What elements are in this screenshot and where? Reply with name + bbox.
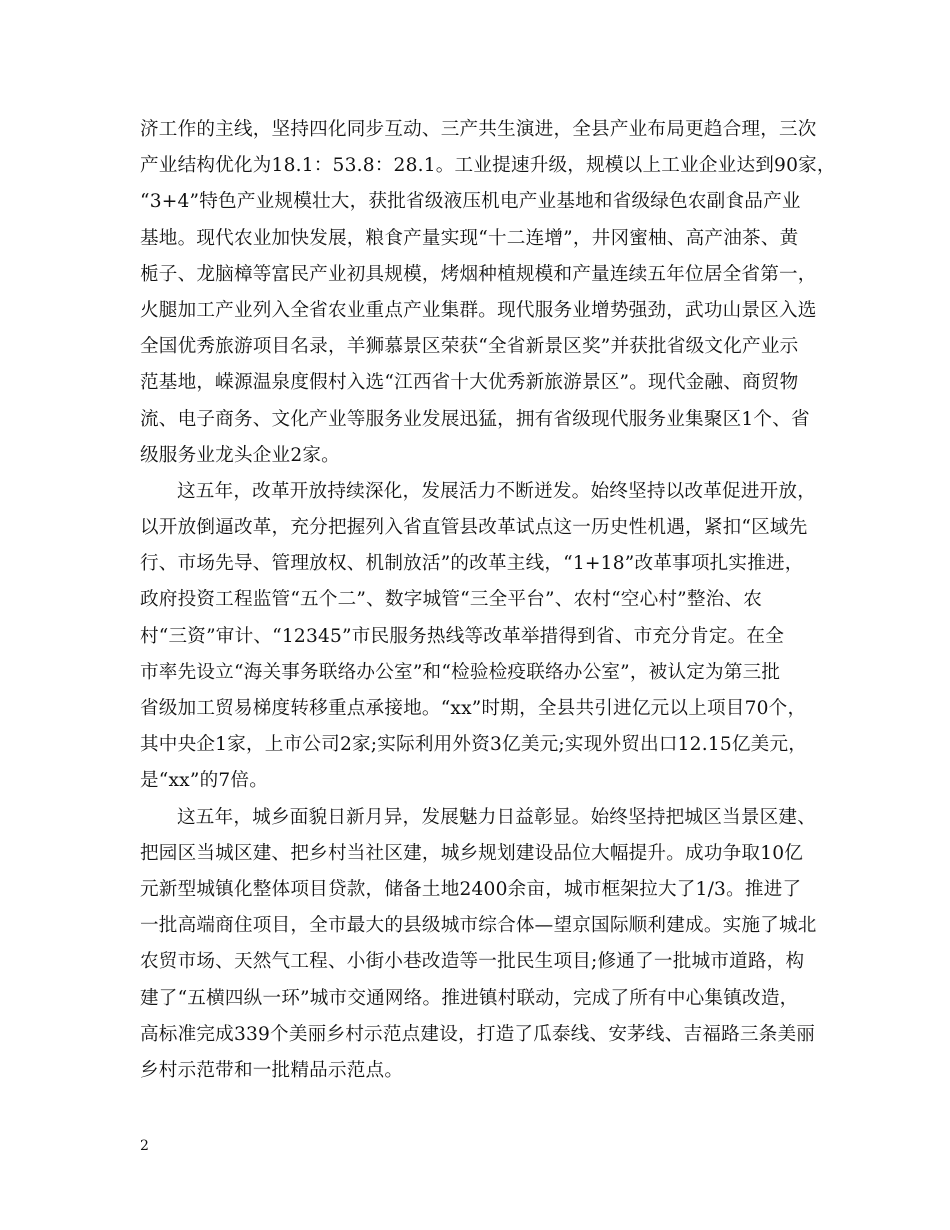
text-line: 高标准完成339个美丽乡村示范点建设，打造了瓜泰线、安茅线、吉福路三条美丽 xyxy=(140,1023,816,1045)
paragraph-first-line: 这五年，城乡面貌日新月异，发展魅力日益彰显。始终坚持把城区当景区建、 xyxy=(177,806,816,828)
text-line: 济工作的主线，坚持四化同步互动、三产共生演进，全县产业布局更趋合理，三次 xyxy=(140,119,817,140)
text-line: 政府投资工程监管“五个二”、数字城管“三全平台”、农村“空心村”整治、农 xyxy=(140,589,763,611)
text-line: 村“三资”审计、“12345”市民服务热线等改革举措得到省、市充分肯定。在全 xyxy=(140,625,784,647)
text-line: 流、电子商务、文化产业等服务业发展迅猛，拥有省级现代服务业集聚区1个、省 xyxy=(140,408,810,430)
text-line: 市率先设立“海关事务联络办公室”和“检验检疫联络办公室”，被认定为第三批 xyxy=(140,661,781,683)
body-text xyxy=(140,112,836,1089)
text-line: 省级加工贸易梯度转移重点承接地。“xx”时期，全县共引进亿元以上项目70个， xyxy=(140,698,807,719)
text-line: “3+4”特色产业规模壮大，获批省级液压机电产业基地和省级绿色农副食品产业 xyxy=(140,191,801,213)
text-line: 一批高端商住项目，全市最大的县级城市综合体—望京国际顺利建成。实施了城北 xyxy=(140,915,817,937)
text-line: 火腿加工产业列入全省农业重点产业集群。现代服务业增势强劲，武功山景区入选 xyxy=(140,299,817,321)
text-line: 把园区当城区建、把乡村当社区建，城乡规划建设品位大幅提升。成功争取10亿 xyxy=(140,842,804,864)
text-line: 级服务业龙头企业2家。 xyxy=(140,444,340,466)
text-line: 其中央企1家，上市公司2家;实际利用外资3亿美元;实现外贸出口12.15亿美元， xyxy=(140,734,808,756)
text-line: 产业结构优化为18.1：53.8：28.1。工业提速升级，规模以上工业企业达到90家， xyxy=(140,155,836,177)
text-line: 元新型城镇化整体项目贷款，储备土地2400余亩，城市框架拉大了1/3。推进了 xyxy=(140,878,802,900)
text-line: 栀子、龙脑樟等富民产业初具规模，烤烟种植规模和产量连续五年位居全省第一， xyxy=(140,263,817,285)
text-line: 是“xx”的7倍。 xyxy=(140,770,268,792)
text-line: 以开放倒逼改革，充分把握列入省直管县改革试点这一历史性机遇，紧扣“区域先 xyxy=(140,517,808,539)
paragraph-first-line: 这五年，改革开放持续深化，发展活力不断迸发。始终坚持以改革促进开放， xyxy=(177,480,816,502)
text-line: 乡村示范带和一批精品示范点。 xyxy=(140,1059,404,1081)
text-line: 行、市场先导、管理放权、机制放活”的改革主线，“1+18”改革事项扎实推进， xyxy=(140,553,804,575)
text-line: 建了“五横四纵一环”城市交通网络。推进镇村联动，完成了所有中心集镇改造， xyxy=(140,987,799,1009)
text-line: 农贸市场、天然气工程、小街小巷改造等一批民生项目;修通了一批城市道路，构 xyxy=(140,951,805,973)
page-number: 2 xyxy=(140,1138,149,1154)
text-line: 范基地，嵘源温泉度假村入选“江西省十大优秀新旅游景区”。现代金融、商贸物 xyxy=(140,372,799,394)
text-line: 全国优秀旅游项目名录，羊狮慕景区荣获“全省新景区奖”并获批省级文化产业示 xyxy=(140,336,799,358)
text-line: 基地。现代农业加快发展，粮食产量实现“十二连增”，井冈蜜柚、高产油茶、黄 xyxy=(140,227,799,249)
